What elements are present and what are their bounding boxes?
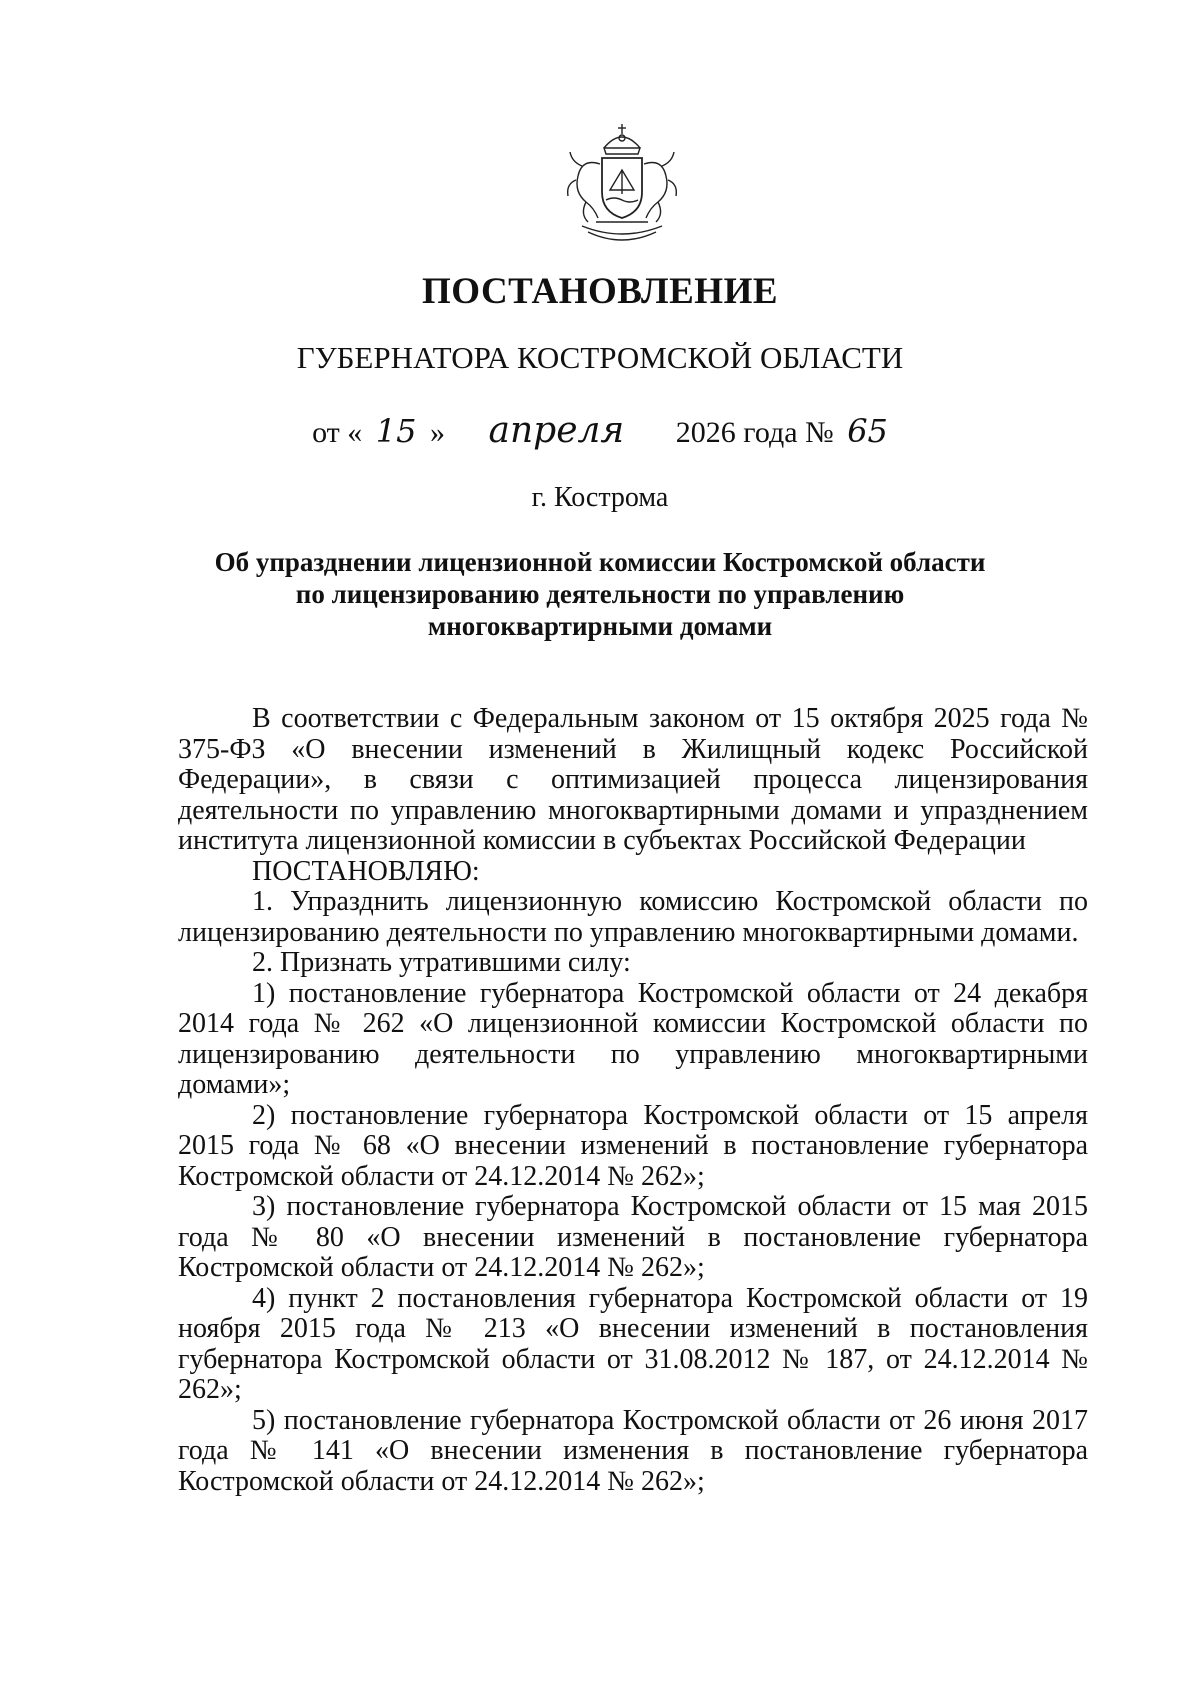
document-heading xyxy=(0,546,1200,642)
body-paragraph: В соответствии с Федеральным законом от 15 октября 2025 года № 375-ФЗ «О внесении изменений в Жилищный кодекс Российской Федерации», в связи с оптимизацией процесса лицензирования деятельности по управлению многоквартирными домами и упразднением института лицензионной комиссии в субъектах Российской Федерации xyxy=(178,703,1088,856)
body-paragraph: 2) постановление губернатора Костромской области от 15 апреля 2015 года № 68 «О внесении изменений в постановление губернатора Костромской области от 24.12.2014 № 262»; xyxy=(178,1099,1088,1192)
city-line: г. Кострома xyxy=(531,482,669,513)
document-type-title: ПОСТАНОВЛЕНИЕ xyxy=(421,271,779,312)
handwritten-month: апреля xyxy=(488,410,625,451)
handwritten-number: 65 xyxy=(847,412,888,450)
heading-line: по лицензированию деятельности по управлению xyxy=(295,579,905,609)
body-paragraph: 4) пункт 2 постановления губернатора Костромской области от 19 ноября 2015 года № 213 «О внесении изменений в постановления губернатора Костромской области от 31.08.2012 № 187, от 24.12.2014 № 262»; xyxy=(178,1282,1088,1405)
heading-line: многоквартирными домами xyxy=(427,611,773,641)
resolution-word: ПОСТАНОВЛЯЮ: xyxy=(252,855,480,887)
number-sign: № xyxy=(805,416,834,449)
body-paragraph: 5) постановление губернатора Костромской области от 26 июня 2017 года № 141 «О внесении изменения в постановление губернатора Костромской области от 24.12.2014 № 262»; xyxy=(178,1404,1088,1497)
date-day-close: » xyxy=(430,416,446,449)
issuer-line: ГУБЕРНАТОРА КОСТРОМСКОЙ ОБЛАСТИ xyxy=(296,340,904,375)
coat-of-arms-icon xyxy=(552,118,692,258)
body-paragraph: 1) постановление губернатора Костромской области от 24 декабря 2014 года № 262 «О лицензионной комиссии Костромской области по лицензированию деятельности по управлению многоквартирными домами»; xyxy=(178,977,1088,1100)
body-paragraph: 3) постановление губернатора Костромской области от 15 мая 2015 года № 80 «О внесении изменений в постановление губернатора Костромской области от 24.12.2014 № 262»; xyxy=(178,1191,1088,1283)
body-paragraph: 2. Признать утратившими силу: xyxy=(252,947,631,978)
date-prefix: от « xyxy=(312,416,363,449)
heading-line: Об упразднении лицензионной комиссии Костромской области xyxy=(214,547,986,577)
date-year: 2026 года xyxy=(675,416,798,449)
handwritten-day: 15 xyxy=(375,412,417,450)
document-body xyxy=(178,704,1088,1497)
date-number-line xyxy=(0,410,1200,451)
body-paragraph: 1. Упразднить лицензионную комиссию Костромской области по лицензированию деятельности по управлению многоквартирными домами. xyxy=(178,886,1088,948)
